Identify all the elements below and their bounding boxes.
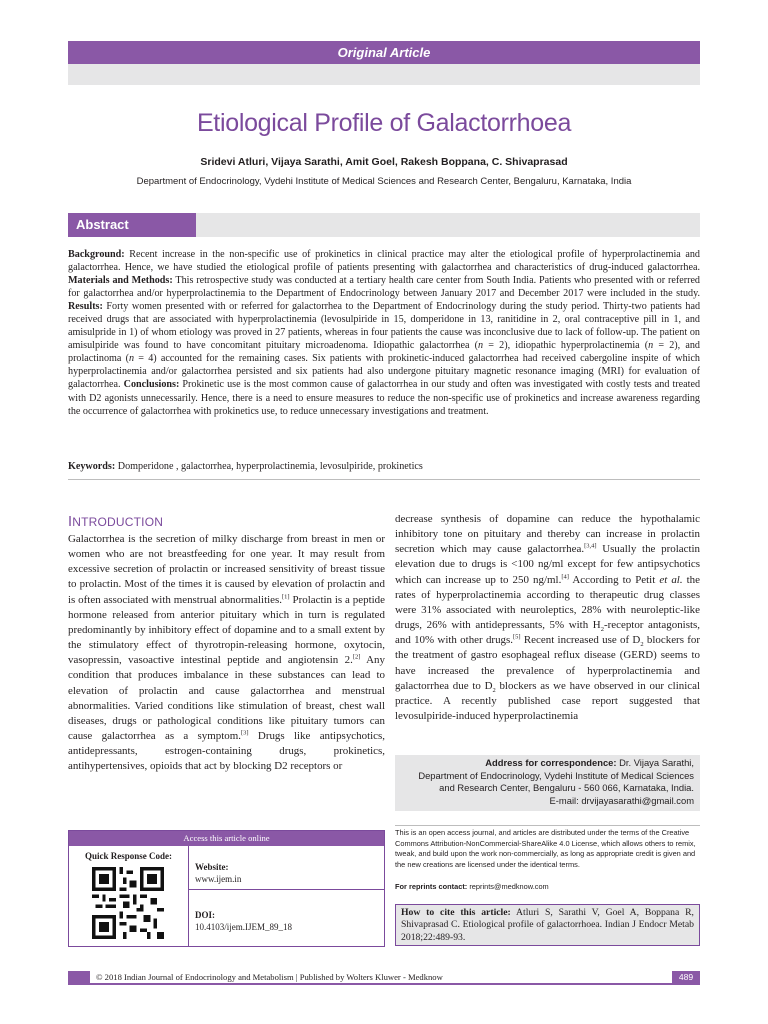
background-text: Recent increase in the non-specific use of prokinetics in clinical practice may alter the etiological profile of hyperprolactinemia and galactorrhea. Hence, we have studied the etiological profile of patients presenting with galactorrhea and characteristics of drug-induced galactorrhea. bbox=[68, 249, 700, 274]
keywords bbox=[68, 460, 700, 473]
article-type-banner: Original Article bbox=[68, 41, 700, 64]
intro-text: Any condition that produces imbalance in these substances can lead to elevation of prolactin and cause galactorrhea and menstrual abnormalities. Varied conditions like stimulation of breast, chest wall diseases, drugs or pathological conditions like pituitary tumors can cause galactorrhea as a symptom. bbox=[68, 654, 385, 743]
n-letter: n bbox=[478, 340, 484, 352]
divider bbox=[395, 825, 700, 826]
methods-text: This retrospective study was conducted at a tertiary health care center from South India. Patients who presented with or referred for galactorrhea and/or hyperprolactinemia to the Department of Endocrinology between January 2017 and December 2017 were included in the study. bbox=[68, 275, 700, 300]
results-text-a: Forty women presented with or referred for galactorrhea to the Department of Endocrinology during the study period. Thirty-two patients had received drugs that are associated with hyperprolactinemia (levosulpiride in 15, domperidone in 13, ranitidine in 2, oral contraceptive pill in 1, and amisulpride in 1) of whom etiology was proved in 27 patients, whereas in four patients the cause was inconclusive due to lack of follow-up. The patient on amisulpiride was found to have concomitant pituitary microadenoma. Idiopathic galactorrhea ( bbox=[68, 301, 701, 352]
divider bbox=[68, 479, 700, 480]
citation-ref[interactable]: [5] bbox=[513, 633, 521, 641]
reprints-label: For reprints contact: bbox=[395, 882, 468, 891]
n-letter: n bbox=[648, 340, 654, 352]
page-number: 489 bbox=[672, 971, 700, 983]
citation-ref[interactable]: [1] bbox=[282, 592, 290, 600]
article-title: Etiological Profile of Galactorrhoea bbox=[196, 109, 572, 137]
abstract-heading: Abstract bbox=[68, 213, 196, 237]
et-al: et al. bbox=[659, 573, 683, 586]
intro-text: Drugs like antipsychotics, antidepressants, estrogen-containing drugs, prokinetics, antihypertensives, opioids that act by blocking D2 receptors or bbox=[68, 730, 385, 773]
results-text-c: = 2), and prolactinoma ( bbox=[68, 340, 700, 365]
license-text: This is an open access journal, and articles are distributed under the terms of the Creative Commons Attribution-NonCommercial-ShareAlike 4.0 License, which allows others to remix, tweak, and build upon the work non-commercially, as long as appropriate credit is given and the new creations are licensed under the identical terms. bbox=[395, 828, 696, 869]
qr-code-icon[interactable] bbox=[92, 867, 164, 939]
introduction-left-column bbox=[68, 532, 385, 775]
cite-text: Atluri S, Sarathi V, Goel A, Boppana R, Shivaprasad C. Etiological profile of galactorrhoea. Indian J Endocr Metab 2018;22:489-93. bbox=[401, 907, 694, 943]
doi-label: DOI: bbox=[195, 910, 215, 920]
results-label: Results: bbox=[68, 301, 103, 313]
author-list: Sridevi Atluri, Vijaya Sarathi, Amit Goel, Rakesh Boppana, C. Shivaprasad bbox=[200, 156, 568, 168]
citation-ref[interactable]: [3,4] bbox=[584, 542, 597, 550]
citation-ref[interactable]: [3] bbox=[241, 729, 249, 737]
n-letter: n bbox=[129, 353, 135, 365]
page-footer bbox=[68, 971, 700, 985]
abstract-body bbox=[68, 248, 700, 418]
intro-text: blockers for the treatment of gastro esophageal reflux disease (GERD) seems to have increased the prevalence of hyperprolactinemia and galactorrhea due to D bbox=[395, 634, 700, 692]
intro-text: Recent increased use of D bbox=[520, 634, 641, 647]
correspondence-line: Department of Endocrinology, Vydehi Institute of Medical Sciences bbox=[418, 769, 694, 781]
divider bbox=[188, 846, 189, 946]
access-heading: Access this article online bbox=[69, 831, 384, 846]
intro-text: Usually the prolactin elevation due to drugs is <100 ng/ml except for few antipsychotics which can increase up to 250 ng/ml. bbox=[395, 543, 701, 586]
reprints-email[interactable]: reprints@medknow.com bbox=[467, 882, 549, 891]
affiliation: Department of Endocrinology, Vydehi Institute of Medical Sciences and Research Center, Bengaluru, Karnataka, India bbox=[136, 176, 632, 187]
background-label: Background: bbox=[68, 249, 125, 260]
access-article-box bbox=[68, 830, 385, 947]
results-text-d: = 4) accounted for the remaining cases. Six patients with prokinetic-induced galactorrhea had received cabergoline inspite of which hyperprolactinemia and/or galactorrhea persisted and six patients had also undergone pituitary magnetic resonance imaging (MRI) for evaluation of galactorrhea. bbox=[68, 353, 700, 391]
keywords-label: Keywords: bbox=[68, 461, 116, 472]
correspondence-email[interactable]: E-mail: drvijayasarathi@gmail.com bbox=[549, 794, 694, 806]
intro-text: According to Petit bbox=[568, 573, 660, 586]
footer-accent bbox=[68, 971, 90, 983]
intro-text: the rates of hyperprolactinemia according to therapeutic drug classes were 31% associated with neuroleptics, 28% with neuroleptic-like drugs, 26% with antidepressants, 5% with H bbox=[395, 573, 701, 632]
subscript: 2 bbox=[640, 641, 644, 649]
introduction-heading bbox=[68, 514, 163, 530]
correspondence-name: Dr. Vijaya Sarathi, bbox=[616, 757, 694, 768]
website-label: Website: bbox=[195, 862, 229, 872]
intro-text: decrease synthesis of dopamine can reduce the hypothalamic inhibitory tone on pituitary and thereby can increase in prolactin secretion which may cause galactorrhea. bbox=[395, 513, 700, 556]
abstract-header bbox=[68, 213, 700, 237]
doi-link[interactable]: 10.4103/ijem.IJEM_89_18 bbox=[195, 922, 292, 932]
website-link[interactable]: www.ijem.in bbox=[195, 874, 242, 884]
citation-box bbox=[395, 904, 700, 946]
intro-text: Galactorrhea is the secretion of milky discharge from breast in men or women who are not breastfeeding for one year. It may result from excessive secretion of prolactin or increased sensitivity of breast tissue to prolactin. Most of the times it is caused by elevation of prolactin and is often associated with menstrual abnormalities. bbox=[68, 533, 385, 606]
footer-text: © 2018 Indian Journal of Endocrinology and Metabolism | Published by Wolters Kluwer - Medknow bbox=[96, 972, 443, 982]
correspondence-box bbox=[395, 755, 700, 811]
introduction-right-column bbox=[395, 512, 700, 724]
qr-label: Quick Response Code: bbox=[85, 851, 173, 861]
conclusions-text: Prokinetic use is the most common cause of galactorrhea in our study and often was investigated with costly tests and treated with D2 agonists unnecessarily. Hence, there is a need to ensure measures to reduce the non-specific use of prokinetics and increase awareness regarding the occurrence of galactorrhea with prokinetics use, to reduce unnecessary investigations and treatment. bbox=[68, 379, 701, 417]
reprints-contact bbox=[395, 882, 549, 891]
citation-ref[interactable]: [4] bbox=[561, 572, 569, 580]
methods-label: Materials and Methods: bbox=[68, 275, 173, 287]
conclusions-label: Conclusions: bbox=[123, 379, 180, 391]
intro-text: Prolactin is a peptide hormone released from anterior pituitary which in turn is regulated predominantly by inhibitory effect of dopamine and to a small extent by the stimulatory effect of thyrotropin-releasing hormone, oxytocin, vasopressin, vasoactive intestinal peptide and angiotensin 2. bbox=[68, 593, 385, 667]
intro-text: blockers as we have observed in our clinical practice. A recently published case report suggested that levosulpiride-induced hyperprolactinemia bbox=[395, 679, 700, 723]
correspondence-line: and Research Center, Bengaluru - 560 066, Karnataka, India. bbox=[439, 782, 694, 794]
subscript: 2 bbox=[600, 626, 604, 634]
banner-shade bbox=[68, 64, 700, 85]
citation-ref[interactable]: [2] bbox=[352, 653, 361, 661]
results-text-b: = 2), idiopathic hyperprolactinemia ( bbox=[483, 340, 649, 352]
heading-rest: NTRODUCTION bbox=[72, 515, 164, 529]
correspondence-label: Address for correspondence: bbox=[485, 757, 617, 768]
heading-cap: I bbox=[68, 514, 73, 530]
divider bbox=[188, 889, 384, 890]
subscript: 2 bbox=[492, 686, 496, 694]
keywords-text: Domperidone , galactorrhea, hyperprolactinemia, levosulpiride, prokinetics bbox=[117, 461, 423, 472]
intro-text: -receptor antagonists, and 10% with other drugs. bbox=[395, 619, 700, 647]
cite-label: How to cite this article: bbox=[401, 907, 511, 918]
